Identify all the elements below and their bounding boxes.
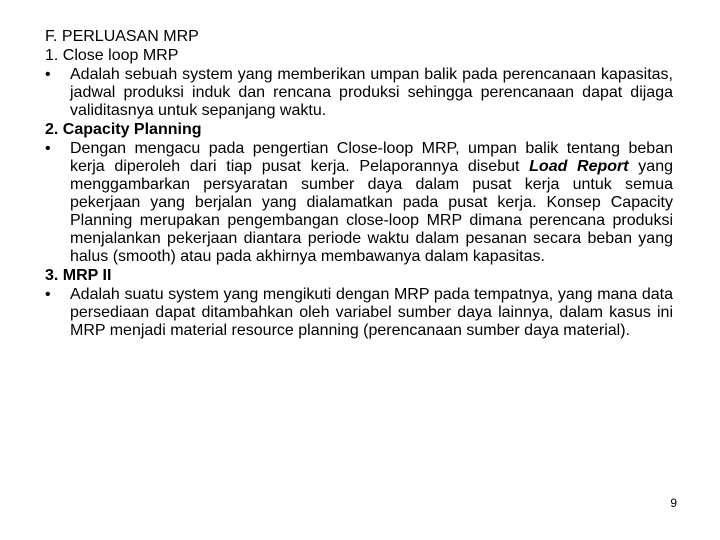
bullet-dot: •	[45, 66, 51, 83]
bullet-text: Adalah sebuah system yang memberikan umpan balik pada perencanaan kapasitas, jadwal produksi induk dan rencana produksi sehingga perencanaan dapat dijaga validitasnya untuk sepanjang waktu.	[70, 66, 673, 119]
bullet-dot: •	[45, 286, 51, 303]
bullet-mrp-ii	[45, 286, 673, 340]
bullet-dot: •	[45, 140, 51, 157]
section-heading-close-loop-mrp: 1. Close loop MRP	[45, 47, 179, 64]
bullet-text: Adalah suatu system yang mengikuti dengan MRP pada tempatnya, yang mana data persediaan dapat ditambahkan oleh variabel sumber daya lainnya, dalam kasus ini MRP menjadi material resource planning (perencanaan sumber daya material).	[70, 286, 673, 339]
bullet-capacity-planning	[45, 140, 673, 266]
section-heading-mrp-ii: 3. MRP II	[45, 267, 112, 284]
section-heading-capacity-planning: 2. Capacity Planning	[45, 121, 202, 138]
slide-title: F. PERLUASAN MRP	[45, 28, 199, 45]
slide-content	[45, 28, 673, 341]
page-number: 9	[670, 496, 677, 510]
load-report-emphasis: Load Report	[529, 158, 629, 175]
bullet-close-loop-mrp	[45, 66, 673, 120]
bullet-text-after: yang menggambarkan persyaratan sumber daya dalam pusat kerja untuk semua pekerjaan yang berjalan yang dialamatkan pada pusat kerja. Konsep Capacity Planning merupakan pengembangan close-loop MRP dimana perencana produksi menjalankan pekerjaan diantara periode waktu dalam pesanan secara beban yang halus (smooth) atau pada akhirnya membawanya dalam kapasitas.	[70, 158, 673, 265]
bullet-text-before: Dengan mengacu pada pengertian Close-loop MRP, umpan balik tentang beban kerja diperoleh dari tiap pusat kerja. Pelaporannya disebut	[70, 140, 673, 175]
